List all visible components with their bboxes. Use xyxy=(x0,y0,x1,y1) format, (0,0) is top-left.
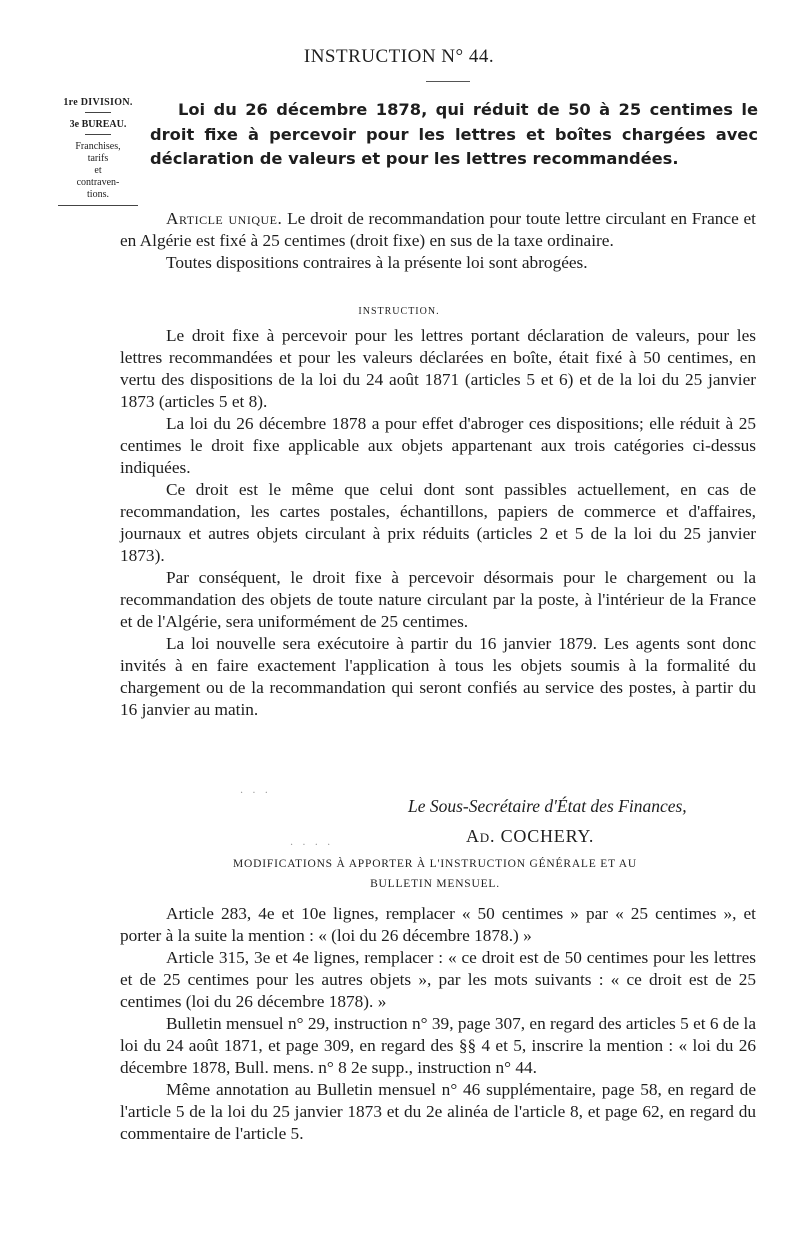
instruction-paragraph: La loi du 26 décembre 1878 a pour effet d'abroger ces dispositions; elle réduit à 25 centimes le droit fixe applicable aux objets appartenant aux trois catégories ci-dessus indiquées. xyxy=(120,414,756,477)
margin-divider xyxy=(85,134,111,135)
signatory-name xyxy=(466,826,594,847)
modification-paragraph: Article 315, 3e et 4e lignes, remplacer : « ce droit est de 50 centimes pour les lettres et de 25 centimes pour les autres objets », par les mots suivants : « ce droit est de 25 centimes (loi du 26 décembre 1878). » xyxy=(120,948,756,1011)
article-text: Le droit de recommandation pour toute lettre circulant en France et en Algérie est fixé à 25 centimes (droit fixe) en sus de la taxe ordinaire. xyxy=(120,209,756,250)
instruction-paragraph: La loi nouvelle sera exécutoire à partir du 16 janvier 1879. Les agents sont donc invités à en faire exactement l'application à tous les objets soumis à la formalité du chargement ou de la recommandation qui seront confiés au service des postes, à partir du 16 janvier au matin. xyxy=(120,634,756,719)
margin-topic-line: tions. xyxy=(87,189,109,200)
margin-topic-line: Franchises, xyxy=(75,141,121,152)
modification-paragraph: Article 283, 4e et 10e lignes, remplacer « 50 centimes » par « 25 centimes », et porter à la suite la mention : « (loi du 26 décembre 1878.) » xyxy=(120,904,756,945)
instruction-paragraph: Ce droit est le même que celui dont sont passibles actuellement, en cas de recommandation, les cartes postales, échantillons, papiers de commerce et d'affaires, journaux et autres objets circulant à prix réduits (articles 2 et 5 de la loi du 25 janvier 1873). xyxy=(120,480,756,565)
modifications-body xyxy=(120,903,756,1145)
instruction-number-heading: INSTRUCTION N° 44. xyxy=(303,46,495,67)
modifications-heading-line2: BULLETIN MENSUEL. xyxy=(370,878,500,890)
instruction-paragraph: Le droit fixe à percevoir pour les lettres portant déclaration de valeurs, pour les lettres recommandées et pour les valeurs déclarées en boîte, était fixé à 50 centimes, en vertu des dispositions de la loi du 24 août 1871 (articles 5 et 6) et de la loi du 25 janvier 1873 (articles 5 et 8). xyxy=(120,326,756,411)
law-body xyxy=(120,208,756,274)
instruction-heading: INSTRUCTION. xyxy=(358,306,440,317)
margin-divider xyxy=(85,112,111,113)
repeal-clause: Toutes dispositions contraires à la présente loi sont abrogées. xyxy=(166,253,588,272)
margin-note xyxy=(52,97,144,207)
article-unique xyxy=(120,208,756,252)
law-title xyxy=(150,98,758,172)
instruction-paragraph: Par conséquent, le droit fixe à percevoir désormais pour le chargement ou la recommandation des objets de toute nature circulant par la poste, à l'intérieur de la France et de l'Algérie, sera uniformément de 25 centimes. xyxy=(120,568,756,631)
article-label: Article unique. xyxy=(166,209,283,228)
margin-bureau: 3e BUREAU. xyxy=(69,119,127,130)
modification-paragraph: Même annotation au Bulletin mensuel n° 46 supplémentaire, page 58, en regard de l'article 5 de la loi du 25 janvier 1873 et du 2e alinéa de l'article 8, et page 62, en regard du commentaire de l'article 5. xyxy=(120,1080,756,1143)
print-speckle: · · · · xyxy=(290,840,334,851)
header-divider xyxy=(426,81,470,82)
margin-topic-line: et xyxy=(94,165,102,176)
law-title-text: Loi du 26 décembre 1878, qui réduit de 50 à 25 centimes le droit fixe à percevoir pour les lettres et boîtes chargées avec déclaration de valeurs et pour les lettres recommandées. xyxy=(150,100,758,168)
modification-paragraph: Bulletin mensuel n° 29, instruction n° 39, page 307, en regard des articles 5 et 6 de la loi du 24 août 1871, et page 309, en regard des §§ 4 et 5, inscrire la mention : « loi du 26 décembre 1878, Bull. mens. n° 8 2e supp., instruction n° 44. xyxy=(120,1014,756,1077)
margin-flourish xyxy=(58,205,138,207)
instruction-body xyxy=(120,325,756,721)
print-speckle: · · · xyxy=(240,788,271,799)
margin-topic-line: tarifs xyxy=(87,153,109,164)
signatory-title: Le Sous-Secrétaire d'État des Finances, xyxy=(408,796,687,816)
signatory-name-text: Ad. COCHERY. xyxy=(466,826,595,846)
margin-topic-line: contraven- xyxy=(76,177,120,188)
modifications-heading-line1: MODIFICATIONS À APPORTER À L'INSTRUCTION GÉNÉRALE ET AU xyxy=(233,858,637,870)
modifications-heading xyxy=(140,854,730,894)
margin-division: 1re DIVISION. xyxy=(63,97,133,108)
